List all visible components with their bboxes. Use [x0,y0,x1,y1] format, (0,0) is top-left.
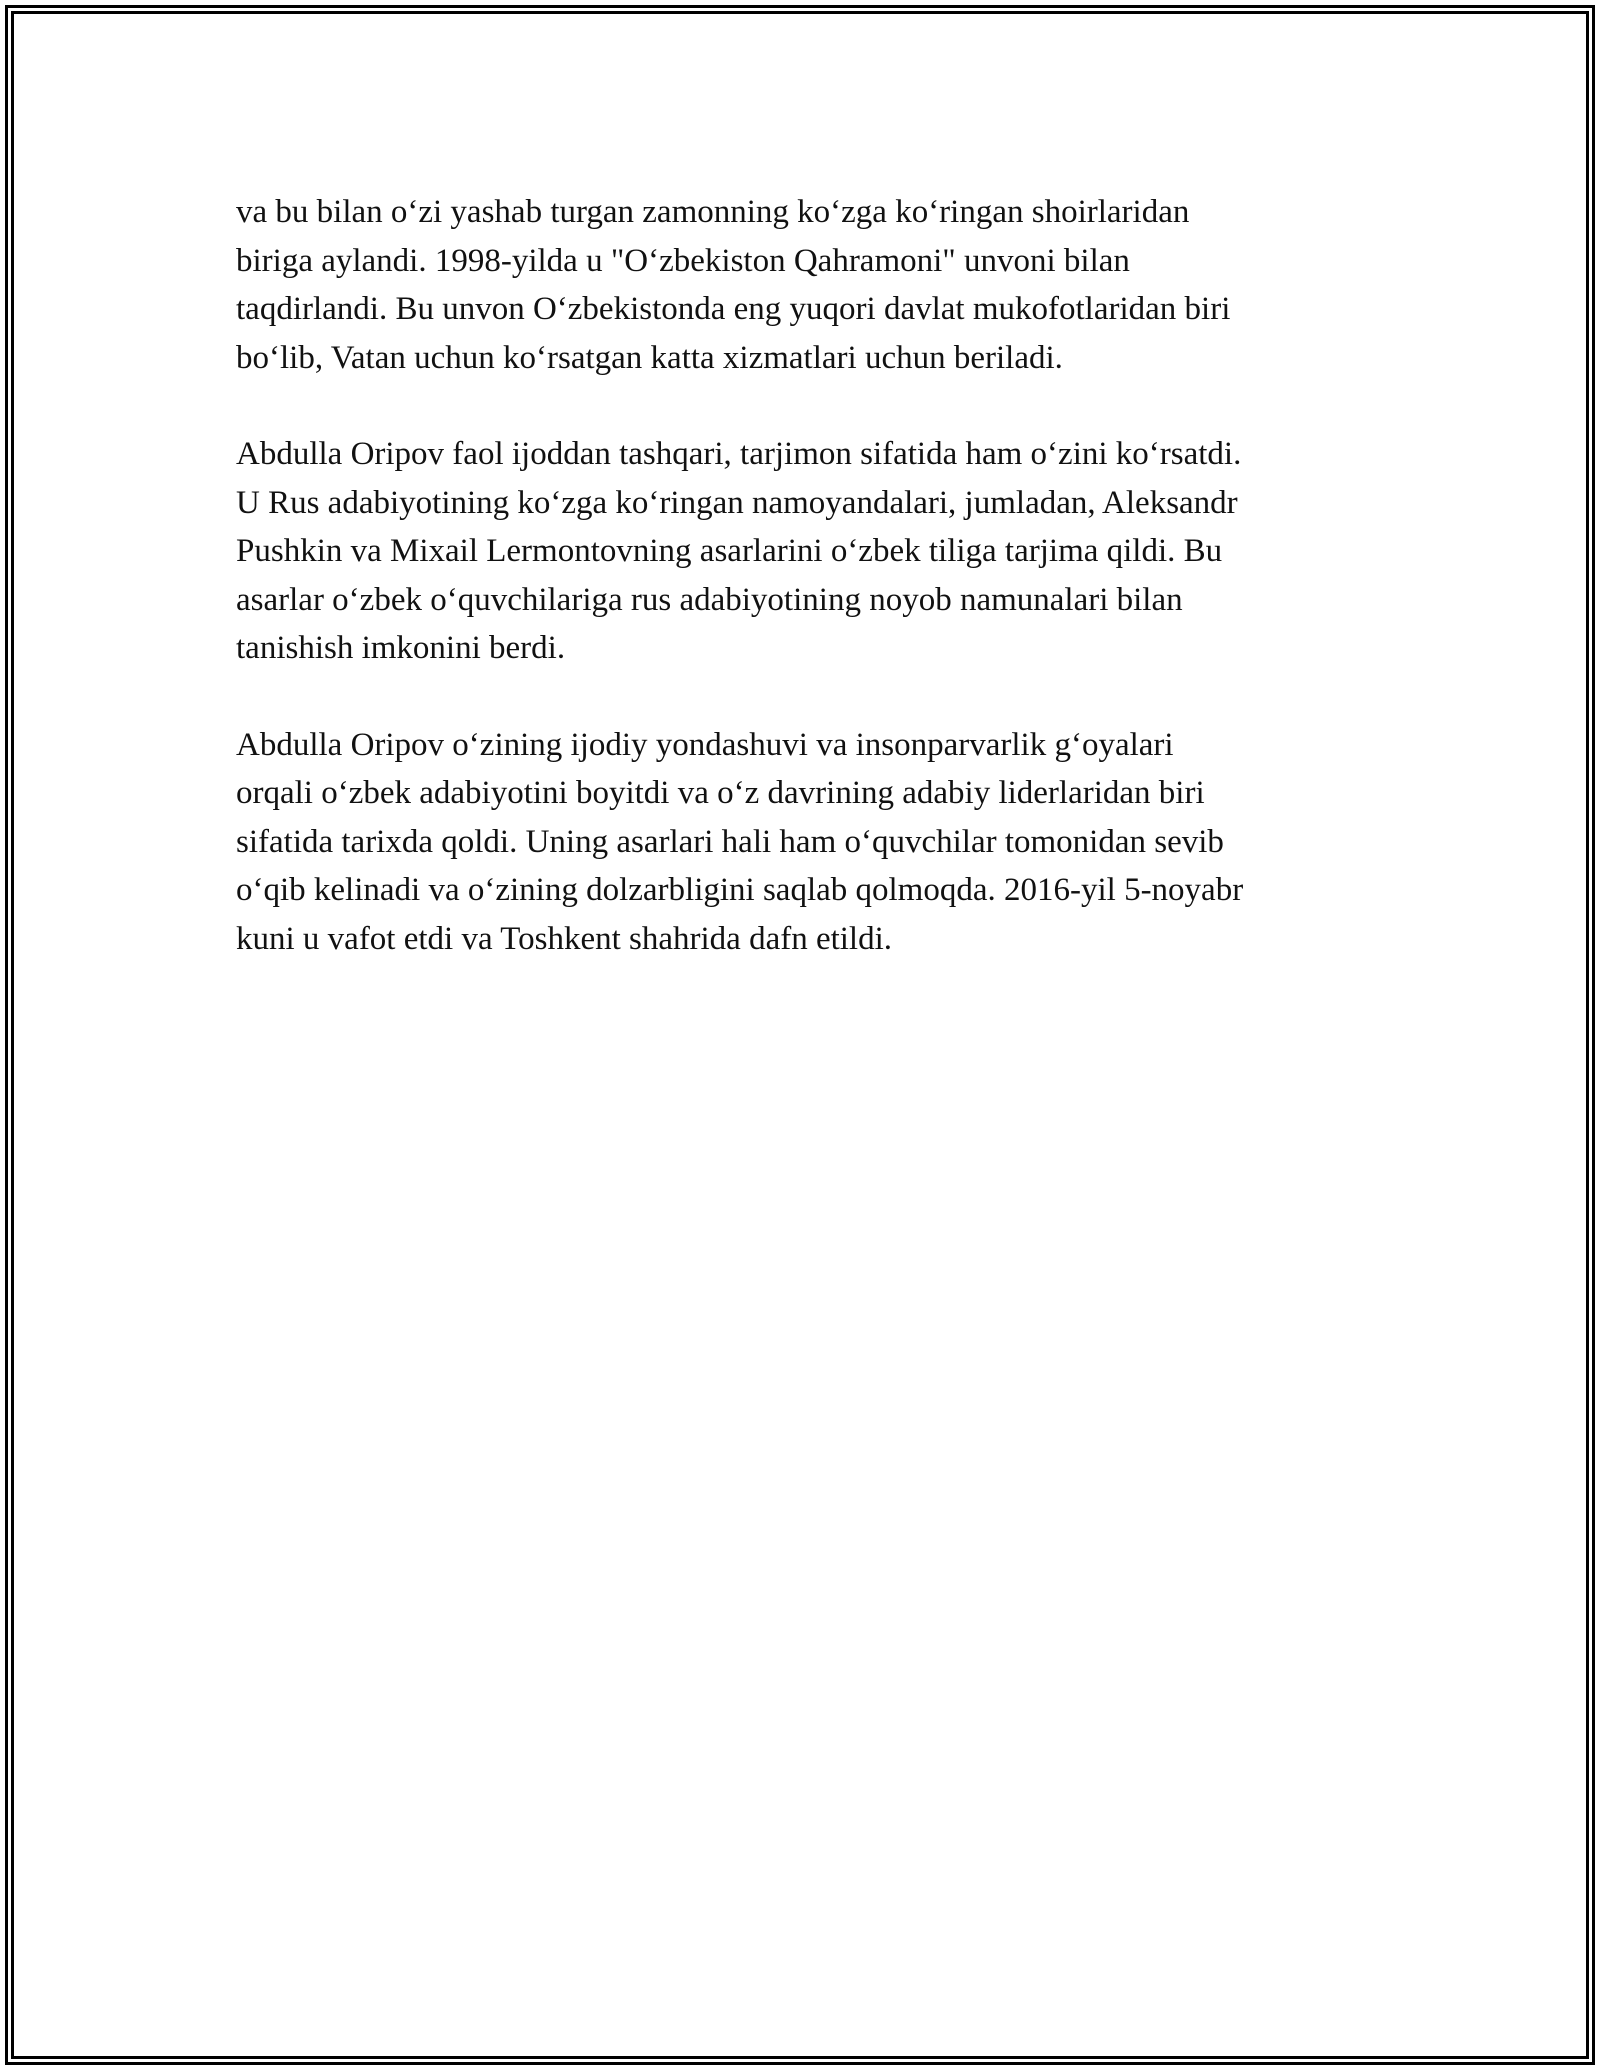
text-line: sifatida tarixda qoldi. Uning asarlari hali ham o‘quvchilar tomonidan sevib [236,823,1224,860]
text-line: orqali o‘zbek adabiyotini boyitdi va o‘z davrining adabiy liderlaridan biri [236,775,1205,811]
text-line: biriga aylandi. 1998-yilda u "O‘zbekiston Qahramoni" unvoni bilan [236,242,1130,279]
text-line: tanishish imkonini berdi. [236,630,566,666]
paragraph-1 [236,188,1366,382]
text-line: asarlar o‘zbek o‘quvchilariga rus adabiyotining noyob namunalari bilan [236,581,1183,618]
text-line: va bu bilan o‘zi yashab turgan zamonning ko‘zga ko‘ringan shoirlaridan [236,194,1190,230]
document-body [236,188,1366,963]
paragraph-2 [236,430,1366,673]
text-line: o‘qib kelinadi va o‘zining dolzarbligini saqlab qolmoqda. 2016-yil 5-noyabr [236,872,1244,908]
text-line: bo‘lib, Vatan uchun ko‘rsatgan katta xizmatlari uchun beriladi. [236,339,1063,376]
text-line: U Rus adabiyotining ko‘zga ko‘ringan namoyandalari, jumladan, Aleksandr [236,484,1238,521]
text-line: kuni u vafot etdi va Toshkent shahrida dafn etildi. [236,920,893,957]
paragraph-3 [236,721,1366,964]
text-line: Abdulla Oripov o‘zining ijodiy yondashuvi va insonparvarlik g‘oyalari [236,726,1174,763]
text-line: taqdirlandi. Bu unvon O‘zbekistonda eng yuqori davlat mukofotlaridan biri [236,291,1231,327]
text-line: Pushkin va Mixail Lermontovning asarlarini o‘zbek tiliga tarjima qildi. Bu [236,533,1223,569]
text-line: Abdulla Oripov faol ijoddan tashqari, tarjimon sifatida ham o‘zini ko‘rsatdi. [236,436,1242,472]
